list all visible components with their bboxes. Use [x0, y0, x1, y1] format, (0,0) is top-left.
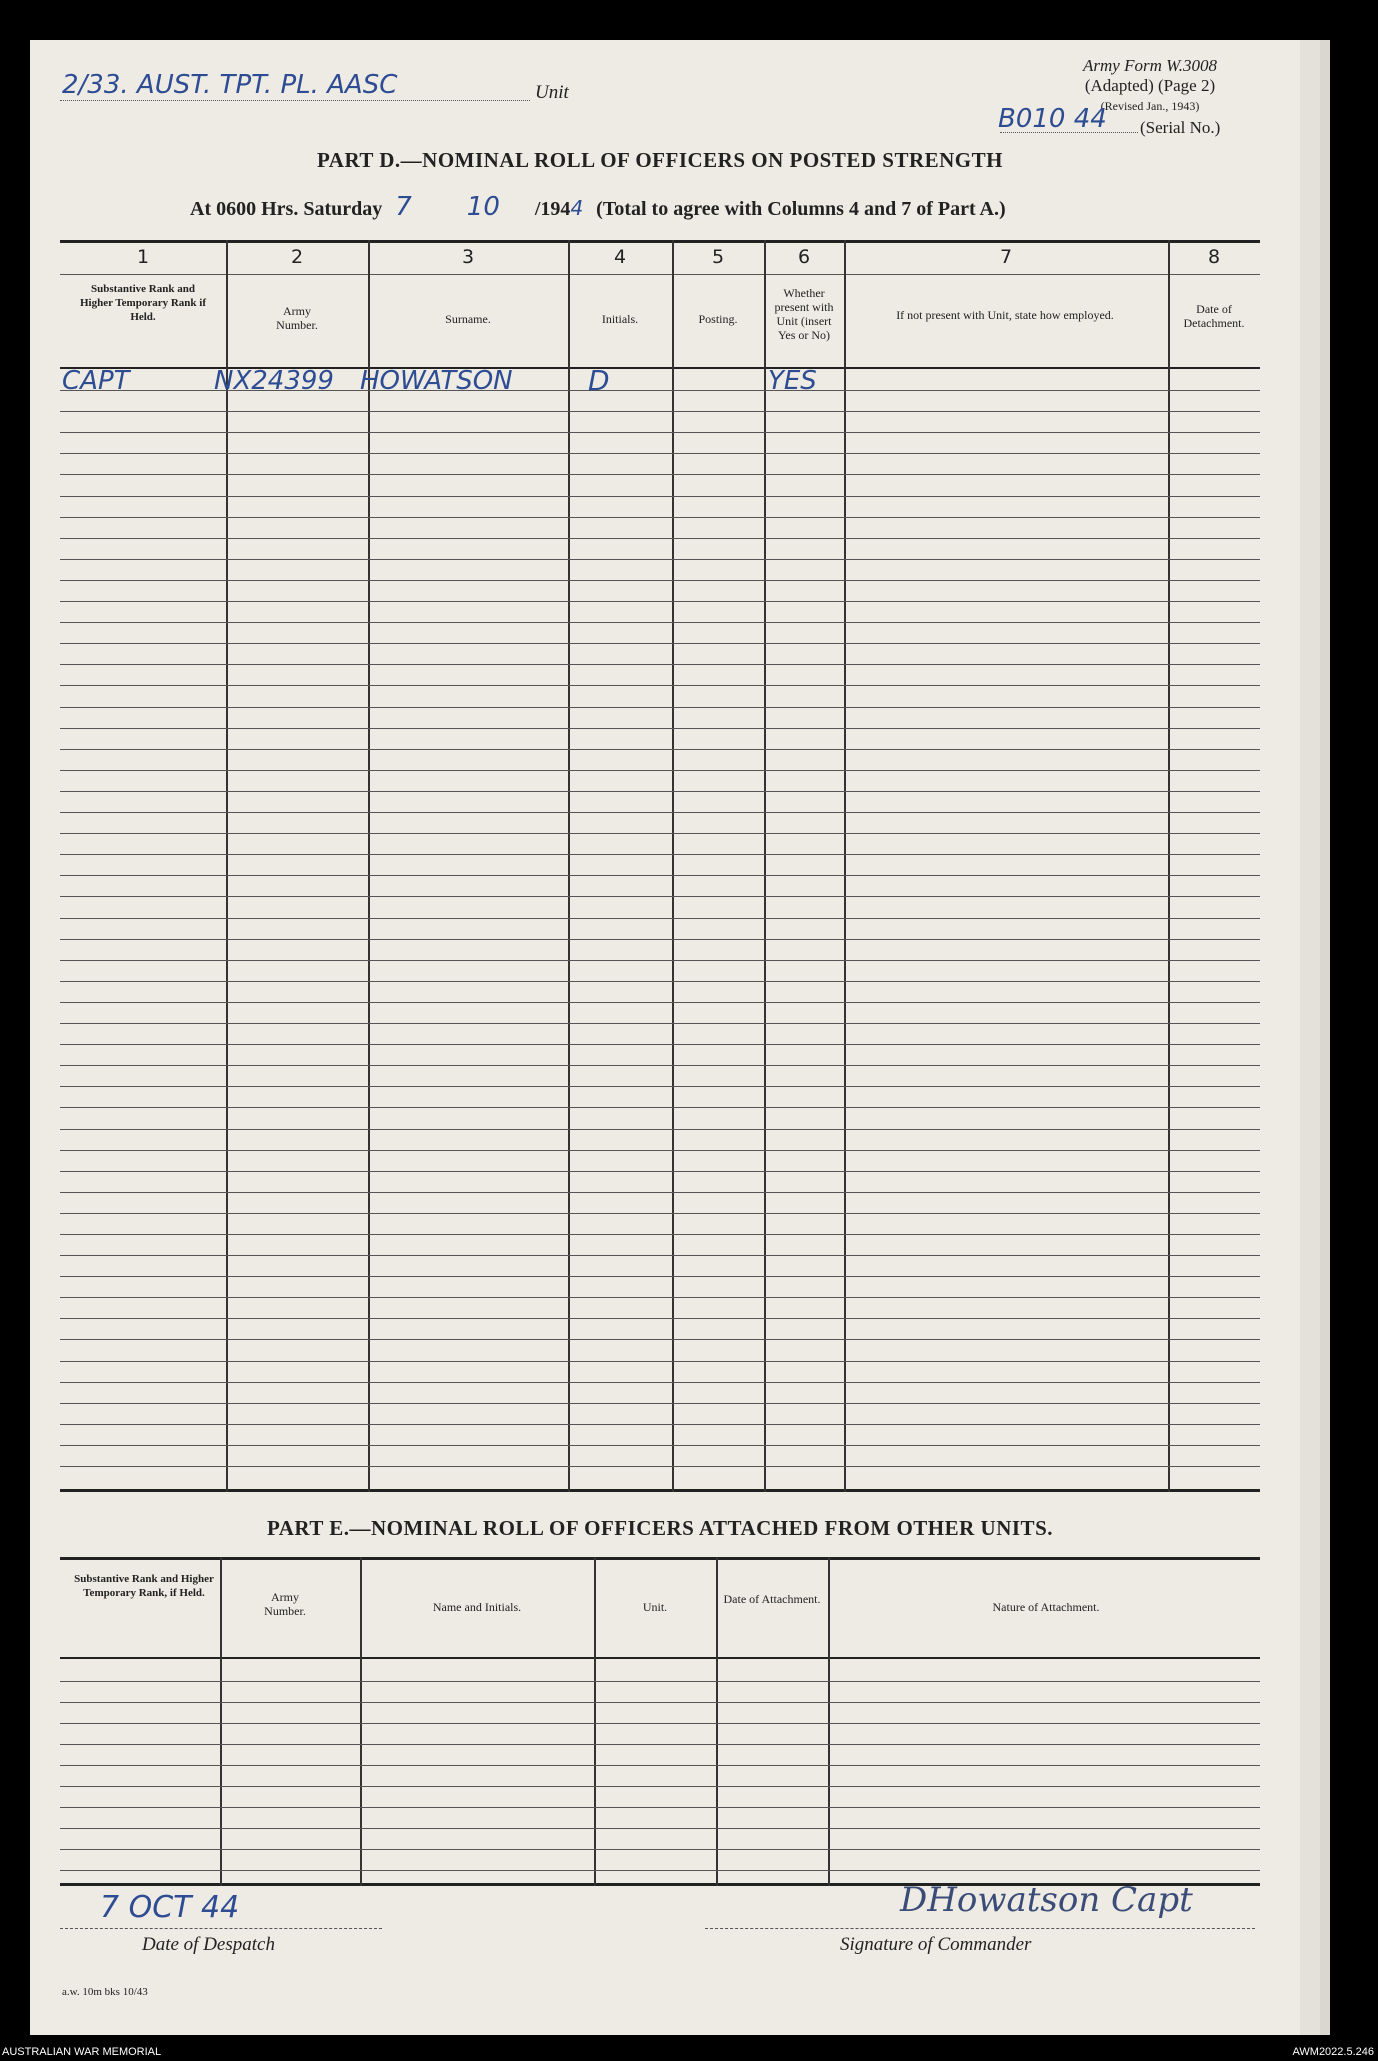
date-day: 7	[395, 192, 412, 222]
form-line3: (Revised Jan., 1943)	[1100, 99, 1200, 113]
part-d-row-line	[60, 981, 1260, 982]
col-num-2: 2	[290, 246, 304, 268]
part-e-row-line	[60, 1681, 1260, 1682]
part-d-row-line	[60, 1382, 1260, 1383]
archive-right: AWM2022.5.246	[1292, 2046, 1374, 2058]
form-line2: (Adapted) (Page 2)	[1084, 76, 1216, 95]
part-d-row-line	[60, 728, 1260, 729]
part-d-title: PART D.—NOMINAL ROLL OF OFFICERS ON POSTED STRENGTH	[317, 148, 1003, 172]
part-d-row-line	[60, 1361, 1260, 1362]
col-num-7: 7	[999, 246, 1013, 268]
part-e-top-rule	[60, 1557, 1260, 1560]
part-d-row-line	[60, 1044, 1260, 1045]
part-d-row-line	[60, 1213, 1260, 1214]
archive-bar	[0, 2041, 1378, 2061]
signature-handwritten: DHowatson Capt	[900, 1880, 1193, 1920]
part-d-row-line	[60, 812, 1260, 813]
part-d-row-line	[60, 664, 1260, 665]
part-d-row-line	[60, 833, 1260, 834]
entry-army-number: NX24399	[214, 366, 334, 396]
e-col-nature: Nature of Attachment.	[992, 1600, 1100, 1614]
serial-handwritten: B010 44	[998, 104, 1107, 134]
part-d-row-line	[60, 1171, 1260, 1172]
part-d-row-line	[60, 875, 1260, 876]
part-d-row-line	[60, 1339, 1260, 1340]
part-d-row-line	[60, 559, 1260, 560]
part-d-row-line	[60, 643, 1260, 644]
signature-line	[705, 1928, 1255, 1930]
part-d-row-line	[60, 939, 1260, 940]
part-e-row-line	[60, 1807, 1260, 1808]
e-col-rank: Substantive Rank and Higher Temporary Rank, if Held.	[74, 1573, 214, 1599]
part-d-row-line	[60, 538, 1260, 539]
col-num-6: 6	[797, 246, 811, 268]
paper-edge	[1300, 40, 1320, 2035]
part-e-row-line	[60, 1786, 1260, 1787]
signature-label: Signature of Commander	[840, 1934, 1032, 1955]
part-d-row-line	[60, 1002, 1260, 1003]
entry-present: YES	[768, 366, 817, 396]
form-line1: Army Form W.3008	[1083, 56, 1217, 75]
part-e-header-rule	[60, 1657, 1260, 1659]
part-e-row-line	[60, 1765, 1260, 1766]
date-prefix: At 0600 Hrs. Saturday	[190, 198, 383, 220]
part-d-row-line	[60, 854, 1260, 855]
part-d-col-divider	[568, 240, 570, 1492]
part-d-col-divider	[226, 240, 228, 1492]
part-e-row-line	[60, 1849, 1260, 1850]
unit-handwritten: 2/33. AUST. TPT. PL. AASC	[62, 70, 398, 100]
part-d-col-divider	[1168, 240, 1170, 1492]
part-d-row-line	[60, 685, 1260, 686]
entry-surname: HOWATSON	[360, 366, 513, 396]
part-d-num-rule	[60, 274, 1260, 275]
part-d-row-line	[60, 1150, 1260, 1151]
part-d-row-line	[60, 432, 1260, 433]
part-e-row-line	[60, 1702, 1260, 1703]
part-d-top-rule	[60, 240, 1260, 243]
date-year-hand: 4	[570, 196, 584, 220]
col-label-initials: Initials.	[601, 312, 639, 326]
part-d-row-line	[60, 411, 1260, 412]
col-num-3: 3	[461, 246, 475, 268]
part-d-col-divider	[844, 240, 846, 1492]
part-d-row-line	[60, 1255, 1260, 1256]
part-d-row-line	[60, 580, 1260, 581]
col-label-present: Whether present with Unit (insert Yes or No)	[774, 286, 834, 342]
part-d-row-line	[60, 1466, 1260, 1467]
col-label-posting: Posting.	[698, 312, 738, 326]
part-e-row-line	[60, 1744, 1260, 1745]
print-code: a.w. 10m bks 10/43	[62, 1986, 148, 1998]
part-d-row-line	[60, 770, 1260, 771]
part-d-row-line	[60, 1086, 1260, 1087]
unit-underline	[60, 100, 530, 101]
col-label-rank: Substantive Rank and Higher Temporary Rank if Held.	[79, 283, 206, 323]
part-d-row-line	[60, 622, 1260, 623]
part-d-row-line	[60, 1318, 1260, 1319]
unit-label: Unit	[535, 82, 569, 103]
col-num-8: 8	[1207, 246, 1221, 268]
part-d-row-line	[60, 707, 1260, 708]
part-d-row-line	[60, 896, 1260, 897]
serial-label: (Serial No.)	[1140, 118, 1221, 137]
date-month: 10	[466, 192, 500, 222]
part-d-row-line	[60, 918, 1260, 919]
part-d-col-divider	[764, 240, 766, 1492]
part-d-row-line	[60, 1065, 1260, 1066]
part-d-row-line	[60, 960, 1260, 961]
part-d-row-line	[60, 474, 1260, 475]
part-d-row-line	[60, 1445, 1260, 1446]
entry-rank: CAPT	[62, 366, 130, 396]
col-num-5: 5	[711, 246, 725, 268]
date-suffix: (Total to agree with Columns 4 and 7 of Part A.)	[596, 198, 1006, 220]
part-d-row-line	[60, 1234, 1260, 1235]
part-d-row-line	[60, 791, 1260, 792]
part-e-title: PART E.—NOMINAL ROLL OF OFFICERS ATTACHED FROM OTHER UNITS.	[266, 1516, 1053, 1540]
part-e-col-divider	[220, 1557, 222, 1886]
archive-left: AUSTRALIAN WAR MEMORIAL	[2, 2046, 162, 2058]
part-e-row-line	[60, 1828, 1260, 1829]
col-label-army-number: Army Number.	[276, 304, 318, 332]
part-d-row-line	[60, 1192, 1260, 1193]
e-col-unit: Unit.	[642, 1600, 668, 1614]
part-e-col-divider	[716, 1557, 718, 1886]
despatch-label: Date of Despatch	[142, 1934, 275, 1955]
serial-underline	[1000, 132, 1138, 133]
e-col-name: Name and Initials.	[432, 1600, 522, 1614]
part-d-row-line	[60, 749, 1260, 750]
part-d-row-line	[60, 1403, 1260, 1404]
col-num-4: 4	[613, 246, 627, 268]
e-col-army-number: Army Number.	[264, 1590, 306, 1618]
part-e-row-line	[60, 1723, 1260, 1724]
part-d-row-line	[60, 1023, 1260, 1024]
e-col-date: Date of Attachment.	[723, 1592, 821, 1606]
col-label-detachment: Date of Detachment.	[1183, 302, 1245, 330]
entry-initials: D	[588, 364, 610, 397]
part-d-bottom-rule	[60, 1489, 1260, 1492]
part-d-col-divider	[672, 240, 674, 1492]
part-d-col-divider	[368, 240, 370, 1492]
col-label-surname: Surname.	[445, 312, 491, 326]
col-label-employed: If not present with Unit, state how employed.	[896, 308, 1114, 322]
part-d-row-line	[60, 1424, 1260, 1425]
part-d-row-line	[60, 453, 1260, 454]
part-d-row-line	[60, 496, 1260, 497]
part-d-row-line	[60, 517, 1260, 518]
part-e-row-line	[60, 1870, 1260, 1871]
form-paper	[30, 40, 1330, 2035]
despatch-line	[60, 1928, 382, 1930]
part-d-date-line	[190, 192, 1006, 222]
part-e-col-divider	[828, 1557, 830, 1886]
part-d-row-line	[60, 1129, 1260, 1130]
part-d-row-line	[60, 601, 1260, 602]
part-d-row-line	[60, 1276, 1260, 1277]
date-year-prefix: /194	[534, 198, 571, 220]
part-d-row-line	[60, 1107, 1260, 1108]
col-num-1: 1	[136, 246, 150, 268]
part-d-row-line	[60, 1297, 1260, 1298]
despatch-handwritten: 7 OCT 44	[100, 1890, 240, 1925]
